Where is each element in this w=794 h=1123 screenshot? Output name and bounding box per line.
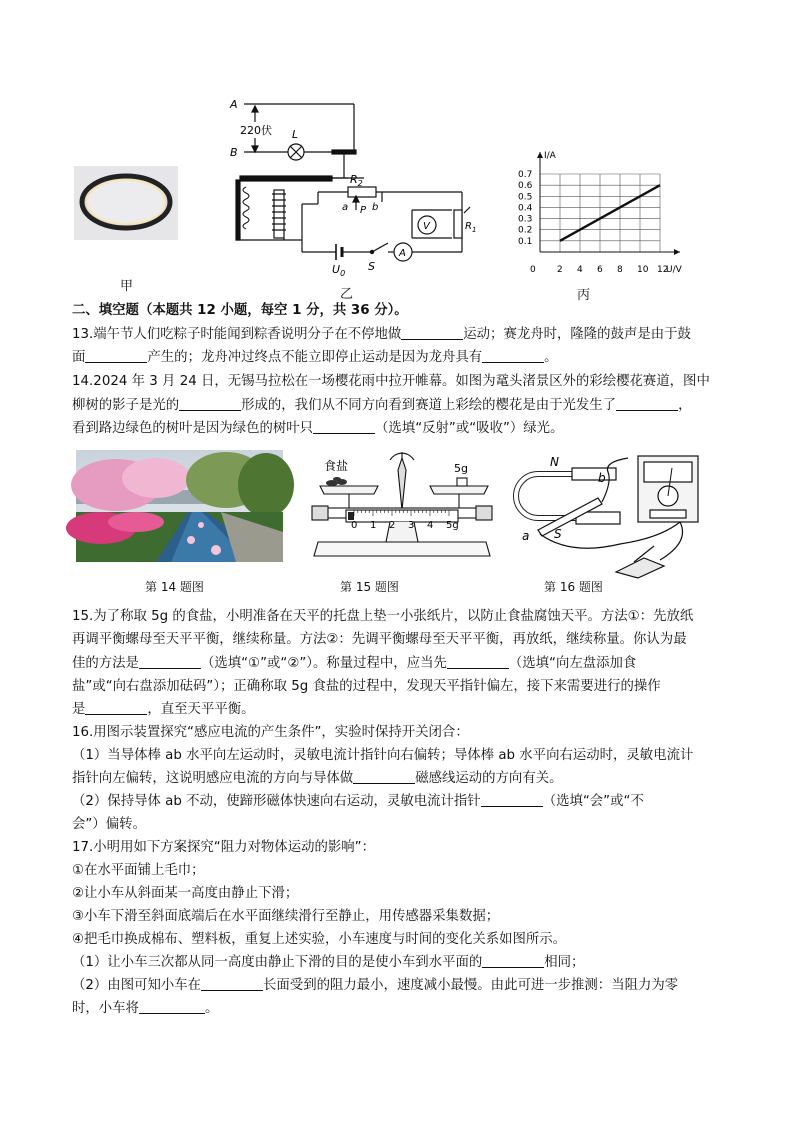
answer-blank[interactable]	[139, 999, 205, 1014]
answer-blank[interactable]	[482, 348, 544, 363]
q15-line-1: 15.为了称取 5g 的食盐，小明准备在天平的托盘上垫一小张纸片，以防止食盐腐蚀天平。方法①：先放纸	[72, 609, 694, 624]
x-tick-label: 12	[657, 265, 669, 275]
answer-blank[interactable]	[139, 654, 201, 669]
switch-label: S	[368, 260, 375, 273]
x-tick-label: 10	[637, 265, 649, 275]
terminal-b-label: B	[230, 146, 238, 159]
x-axis-arrow	[674, 249, 680, 255]
south-pole-label: S	[554, 527, 562, 541]
ammeter-label: A	[399, 248, 406, 259]
q17-step-3: ③小车下滑至斜面底端后在水平面继续滑行至静止，用传感器采集数据；	[72, 909, 500, 924]
q17-part-2: （2）由图可知小车在 长面受到的阻力最小，速度减小最慢。由此可进一步推测：当阻力为零	[72, 978, 679, 993]
y-tick-label: 0.3	[518, 214, 533, 225]
figure-16-caption: 第 16 题图	[544, 580, 603, 594]
q17-part-1: （1）让小车三次都从同一高度由静止下滑的目的是使小车到水平面的 相同；	[72, 955, 585, 970]
figure-15-caption: 第 15 题图	[340, 580, 399, 594]
answer-blank[interactable]	[616, 396, 678, 411]
salt-label: 食盐	[324, 459, 349, 473]
q16-line-5: 会”）偏转。	[72, 817, 146, 832]
answer-blank[interactable]	[313, 419, 375, 434]
rod-end-b-label: b	[598, 471, 606, 485]
q17-step-2: ②让小车从斜面某一高度由静止下滑；	[72, 886, 299, 901]
y-tick-label: 0.1	[518, 236, 533, 247]
figure-14-caption: 第 14 题图	[145, 580, 204, 594]
x-tick-label: 6	[597, 265, 603, 275]
q16-line-3: 指针向左偏转，这说明感应电流的方向与导体做 磁感线运动的方向有关。	[72, 771, 563, 786]
slider-p-label: P	[360, 205, 367, 216]
x-tick-label: 8	[617, 265, 623, 275]
figure-yi-label: 乙	[340, 287, 354, 302]
balance-scale-diagram	[302, 448, 498, 563]
q14-line-1: 14.2024 年 3 月 24 日，无锡马拉松在一场樱花雨中拉开帷幕。如图为鼋头渚景区外的彩绘樱花赛道，图中	[72, 374, 710, 389]
scale-label: 1	[370, 520, 377, 531]
slider-b-label: b	[372, 202, 379, 213]
y-tick-label: 0.5	[518, 192, 533, 203]
terminal-a-label: A	[230, 98, 238, 111]
q14-line-2: 柳树的影子是光的 形成的，我们从不同方向看到赛道上彩绘的樱花是由于光发生了 ，	[72, 398, 692, 413]
lamp-label: L	[292, 128, 299, 141]
answer-blank[interactable]	[401, 325, 463, 340]
answer-blank[interactable]	[85, 700, 147, 715]
scale-label: 2	[389, 520, 396, 531]
slider-a-label: a	[342, 202, 349, 213]
q16-line-1: 16.用图示装置探究“感应电流的产生条件”，实验时保持开关闭合：	[72, 725, 469, 740]
figure-bing-label: 丙	[577, 288, 591, 303]
series-line	[560, 185, 660, 241]
relay-circuit-diagram	[222, 92, 477, 278]
section-title: 二、填空题（本题共 12 小题，每空 1 分，共 36 分）。	[72, 303, 408, 318]
cherry-blossom-track-photo	[76, 450, 283, 562]
u0-label: $U_0$	[332, 263, 346, 278]
y-axis-arrow	[537, 152, 543, 158]
q17-part-3: 时，小车将 。	[72, 1001, 219, 1016]
scale-label: 0	[351, 520, 358, 531]
x-tick-label: 0	[530, 265, 536, 275]
induced-current-apparatus	[510, 450, 705, 575]
q13-line-1: 13.端午节人们吃粽子时能闻到粽香说明分子在不停地做 运动；赛龙舟时，隆隆的鼓声是由于鼓	[72, 327, 691, 342]
q16-line-2: （1）当导体棒 ab 水平向左运动时，灵敏电流计指针向右偏转；导体棒 ab 水平向右运动时，灵敏电流计	[72, 748, 694, 763]
answer-blank[interactable]	[482, 953, 544, 968]
q15-line-3: 佳的方法是 （选填“①”或“②”）。称量过程中，应当先 （选填“向左盘添加食	[72, 656, 637, 671]
voltage-label: 220伏	[240, 124, 272, 137]
y-tick-label: 0.7	[518, 170, 533, 180]
answer-blank[interactable]	[353, 769, 415, 784]
y-tick-label: 0.4	[518, 203, 533, 214]
q17-line-1: 17.小明用如下方案探究“阻力对物体运动的影响”：	[72, 840, 375, 855]
q17-step-1: ①在水平面铺上毛巾；	[72, 863, 205, 878]
scale-label: 5g	[446, 520, 459, 531]
x-tick-label: 2	[557, 265, 563, 275]
answer-blank[interactable]	[481, 792, 543, 807]
q13-line-2: 面 产生的；龙舟冲过终点不能立即停止运动是因为龙舟具有 。	[72, 350, 558, 365]
voltmeter-label: V	[423, 221, 430, 232]
q14-line-3: 看到路边绿色的树叶是因为绿色的树叶只 （选填“反射”或“吸收”）绿光。	[72, 421, 564, 436]
rod-end-a-label: a	[522, 529, 530, 543]
weight-label: 5g	[454, 462, 468, 475]
answer-blank[interactable]	[201, 976, 263, 991]
iu-chart	[500, 150, 700, 280]
y-tick-label: 0.2	[518, 225, 533, 236]
scale-label: 3	[408, 520, 415, 531]
x-axis-label: U/V	[666, 265, 682, 275]
y-tick-label: 0.6	[518, 181, 533, 192]
y-axis-label: I/A	[544, 151, 556, 161]
q15-line-5: 是 ，直至天平平衡。	[72, 702, 255, 717]
answer-blank[interactable]	[179, 396, 241, 411]
q15-line-2: 再调平衡螺母至天平平衡，继续称量。方法②：先调平衡螺母至天平平衡，再放纸，继续称量。你认为最	[72, 632, 687, 647]
r2-label: $R_2$	[350, 173, 363, 188]
q15-line-4: 盐”或“向右盘添加砝码”）；正确称取 5g 食盐的过程中，发现天平指针偏左，接下来需要进行的操作	[72, 679, 661, 694]
answer-blank[interactable]	[85, 348, 147, 363]
r1-label: $R_1$	[465, 221, 477, 234]
figure-jia-label: 甲	[120, 279, 134, 294]
lamp-photo	[74, 166, 178, 240]
north-pole-label: N	[550, 455, 559, 469]
q16-line-4: （2）保持导体 ab 不动，使蹄形磁体快速向右运动，灵敏电流计指针 （选填“会”或“不	[72, 794, 644, 809]
x-tick-label: 4	[577, 265, 583, 275]
answer-blank[interactable]	[447, 654, 509, 669]
scale-label: 4	[427, 520, 434, 531]
q17-step-4: ④把毛巾换成棉布、塑料板，重复上述实验，小车速度与时间的变化关系如图所示。	[72, 932, 567, 947]
